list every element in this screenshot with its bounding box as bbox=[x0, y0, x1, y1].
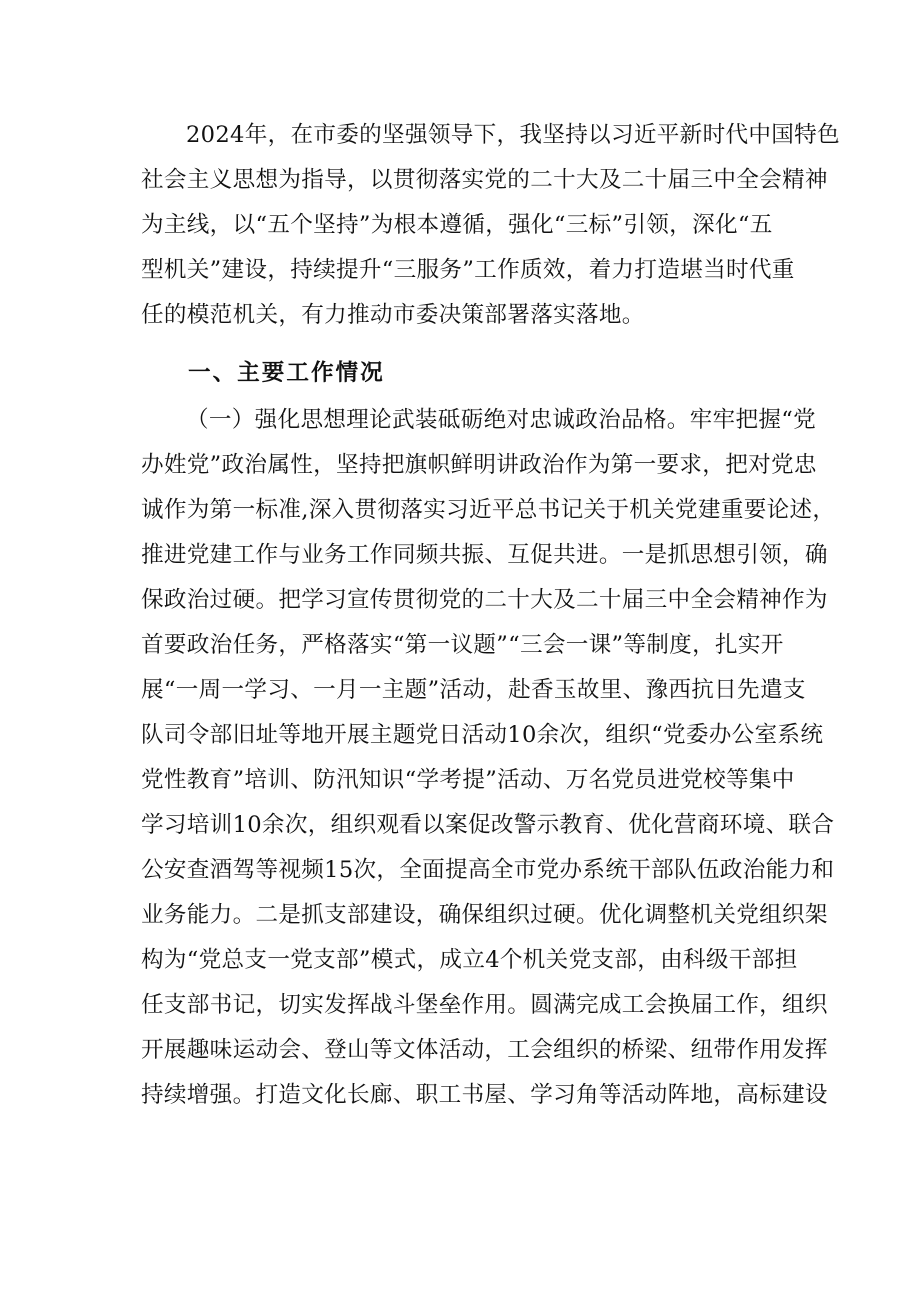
paragraph-2-line-4: 推进党建工作与业务工作同频共振、互促共进。一是抓思想引领，确 bbox=[141, 542, 828, 568]
paragraph-2-line-11: 公安查酒驾等视频15次，全面提高全市党办系统干部队伍政治能力和 bbox=[141, 857, 835, 883]
paragraph-2-line-8: 队司令部旧址等地开展主题党日活动10余次，组织“党委办公室系统 bbox=[141, 722, 824, 748]
paragraph-1-line-2: 社会主义思想为指导，以贯彻落实党的二十大及二十届三中全会精神 bbox=[141, 167, 828, 193]
paragraph-2-line-6: 首要政治任务，严格落实“第一议题”“三会一课”等制度，扎实开 bbox=[141, 632, 784, 658]
paragraph-2-line-1: （一）强化思想理论武装砥砺绝对忠诚政治品格。牢牢把握“党 bbox=[186, 407, 816, 433]
paragraph-1-line-1: 2024年，在市委的坚强领导下，我坚持以习近平新时代中国特色 bbox=[186, 122, 840, 148]
section-heading: 一、主要工作情况 bbox=[188, 360, 385, 386]
paragraph-2-line-15: 开展趣味运动会、登山等文体活动，工会组织的桥梁、纽带作用发挥 bbox=[141, 1037, 828, 1063]
paragraph-2-line-13: 构为“党总支一党支部”模式，成立4个机关党支部，由科级干部担 bbox=[141, 947, 798, 973]
paragraph-2-line-9: 党性教育”培训、防汛知识“学考提”活动、万名党员进党校等集中 bbox=[141, 767, 795, 793]
paragraph-2-line-5: 保政治过硬。把学习宣传贯彻党的二十大及二十届三中全会精神作为 bbox=[141, 587, 828, 613]
paragraph-2-line-12: 业务能力。二是抓支部建设，确保组织过硬。优化调整机关党组织架 bbox=[141, 902, 828, 928]
paragraph-2-line-10: 学习培训10余次，组织观看以案促改警示教育、优化营商环境、联合 bbox=[141, 812, 835, 838]
paragraph-2-line-7: 展“一周一学习、一月一主题”活动，赴香玉故里、豫西抗日先遣支 bbox=[141, 677, 806, 703]
paragraph-1-line-4: 型机关”建设，持续提升“三服务”工作质效，着力打造堪当时代重 bbox=[141, 257, 795, 283]
paragraph-1-line-5: 任的模范机关，有力推动市委决策部署落实落地。 bbox=[141, 302, 645, 328]
paragraph-2-line-2: 办姓党”政治属性，坚持把旗帜鲜明讲政治作为第一要求，把对党忠 bbox=[141, 452, 817, 478]
paragraph-2-line-16: 持续增强。打造文化长廊、职工书屋、学习角等活动阵地，高标建设 bbox=[141, 1082, 828, 1108]
paragraph-2-line-14: 任支部书记，切实发挥战斗堡垒作用。圆满完成工会换届工作，组织 bbox=[141, 992, 828, 1018]
paragraph-2-line-3: 诚作为第一标准,深入贯彻落实习近平总书记关于机关党建重要论述， bbox=[141, 497, 836, 523]
paragraph-1-line-3: 为主线，以“五个坚持”为根本遵循，强化“三标”引领，深化“五 bbox=[141, 212, 773, 238]
